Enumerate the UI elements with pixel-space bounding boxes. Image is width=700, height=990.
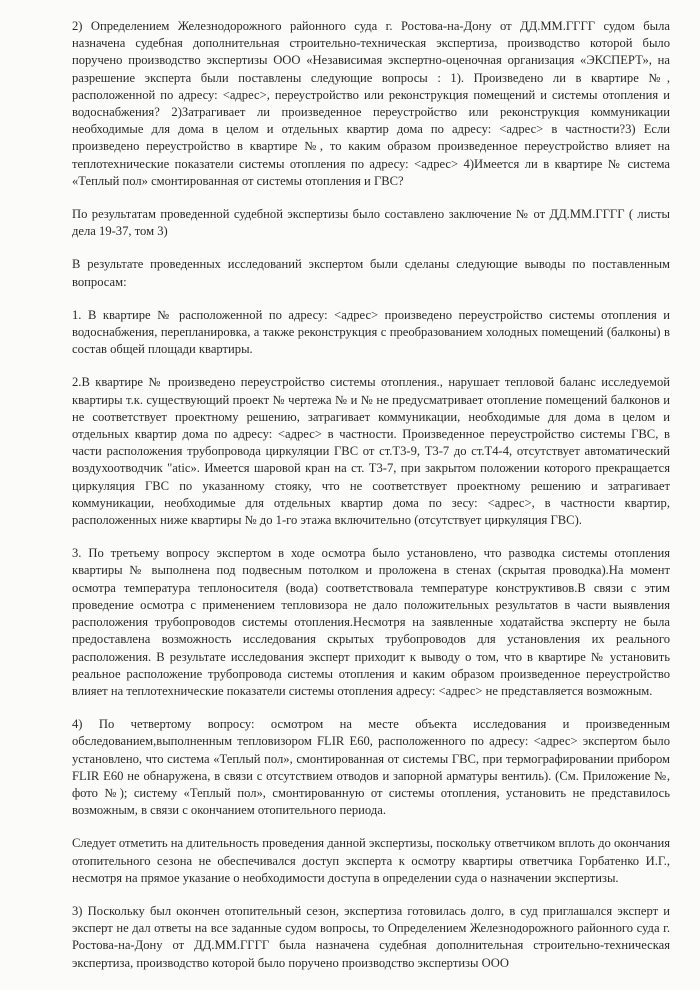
paragraph-second-determination: 2) Определением Железнодорожного районного суда г. Ростова-на-Дону от ДД.ММ.ГГГГ судом была назначена судебная дополнительная строительно-техническая экспертиза, производство которой было поручено производство экспертизы ООО «Независимая экспертно-оценочная организация «ЭКСПЕРТ», на разрешение эксперта были поставлены следующие вопросы : 1). Произведено ли в квартире №, расположенной по адресу: <адрес>, переустройство или реконструкция помещений и системы отопления и водоснабжения? 2)Затрагивает ли произведенное переустройство или реконструкция коммуникации необходимые для дома в целом и отдельных квартир дома по адресу: <адрес> в частности?3) Если произведено переустройство в квартире №, то каким образом произведенное переустройство влияет на теплотехнические показатели системы отопления по адресу: <адрес> 4)Имеется ли в квартире № система «Теплый пол» смонтированная от системы отопления и ГВС?	[72, 19, 670, 188]
paragraph-expert-conclusion: По результатам проведенной судебной экспертизы было составлено заключение № от ДД.ММ.ГГГГ ( листы дела 19-37, том 3)	[72, 207, 670, 239]
paragraph-conclusion-1: 1. В квартире № расположенной по адресу: <адрес> произведено переустройство системы отопления и водоснабжения, перепланировка, а также реконструкция с преобразованием холодных помещений (балконы) в состав общей площади квартиры.	[72, 307, 670, 357]
document-body	[72, 18, 670, 988]
paragraph-conclusions-intro: В результате проведенных исследований экспертом были сделаны следующие выводы по поставленным вопросам:	[72, 257, 670, 289]
paragraph-conclusion-2: 2.В квартире № произведено переустройство системы отопления., нарушает тепловой баланс исследуемой квартиры т.к. существующий проект № чертежа № и № не предусматривает отопление помещений балконов и не соответствует проектному решению, затрагивает коммуникации, необходимые для дома в целом и отдельных квартир дома по адресу: <адрес> в частности. Произведенное переустройство системы ГВС, в части расположения трубопровода циркуляции ГВС от ст.Т3-9, Т3-7 до ст.Т4-4, отсутствует автоматический воздухоотводчик "atic». Имеется шаровой кран на ст. Т3-7, при закрытом положении которого прекращается циркуляция ГВС по указанному стояку, что не соответствует проектному решению и затрагивает коммуникации, необходимые для отдельных квартир дома по зесу: <адрес>, в частности квартир, расположенных ниже квартиры № до 1-го этажа включительно (отсутствует циркуляция ГВС).	[72, 375, 670, 528]
paragraph-conclusion-3: 3. По третьему вопросу экспертом в ходе осмотра было установлено, что разводка системы отопления квартиры № выполнена под подвесным потолком и проложена в стенах (скрытая проводка).На момент осмотра температура теплоносителя (вода) соответствовала температуре конструктивов.В связи с этим проведение осмотра с применением тепловизора не дало положительных результатов в части выявления расположения трубопроводов системы отопления.Несмотря на заявленные ходатайства эксперту не была предоставлена возможность исследования скрытых трубопроводов для установления их реального расположения. В результате исследования эксперт приходит к выводу о том, что в квартире № установить реальное расположение трубопровода системы отопления и каким образом произведенное переустройство влияет на теплотехнические показатели системы отопления адресу: <адрес> не представляется возможным.	[72, 546, 670, 698]
paragraph-conclusion-4: 4) По четвертому вопросу: осмотром на месте объекта исследования и произведенным обследованием,выполненным тепловизором FLIR E60, расположенного по адресу: <адрес> экспертом было установлено, что система «Теплый пол», смонтированная от системы ГВС, при термографировании прибором FLIR E60 не обнаружена, в связи с отсутствием отводов и запорной арматуры вентиль). (См. Приложение №, фото №); систему «Теплый пол», смонтированную от системы отопления, установить не представилось возможным, в связи с окончанием отопительного периода.	[72, 717, 670, 818]
paragraph-duration-note: Следует отметить на длительность проведения данной экспертизы, поскольку ответчиком вплоть до окончания отопительного сезона не обеспечивался доступ эксперта к осмотру квартиры ответчика Горбатенко И.Г., несмотря на прямое указание о необходимости доступа в определении суда о назначении экспертизы.	[72, 836, 670, 885]
paragraph-third-determination: 3) Поскольку был окончен отопительный сезон, экспертиза готовилась долго, в суд приглашался эксперт и эксперт не дал ответы на все заданные судом вопросы, то Определением Железнодорожного районного суда г. Ростова-на-Дону от ДД.ММ.ГГГГ была назначена судебная дополнительная строительно-техническая экспертиза, производство которой было поручено производство экспертизы ООО	[72, 903, 670, 970]
